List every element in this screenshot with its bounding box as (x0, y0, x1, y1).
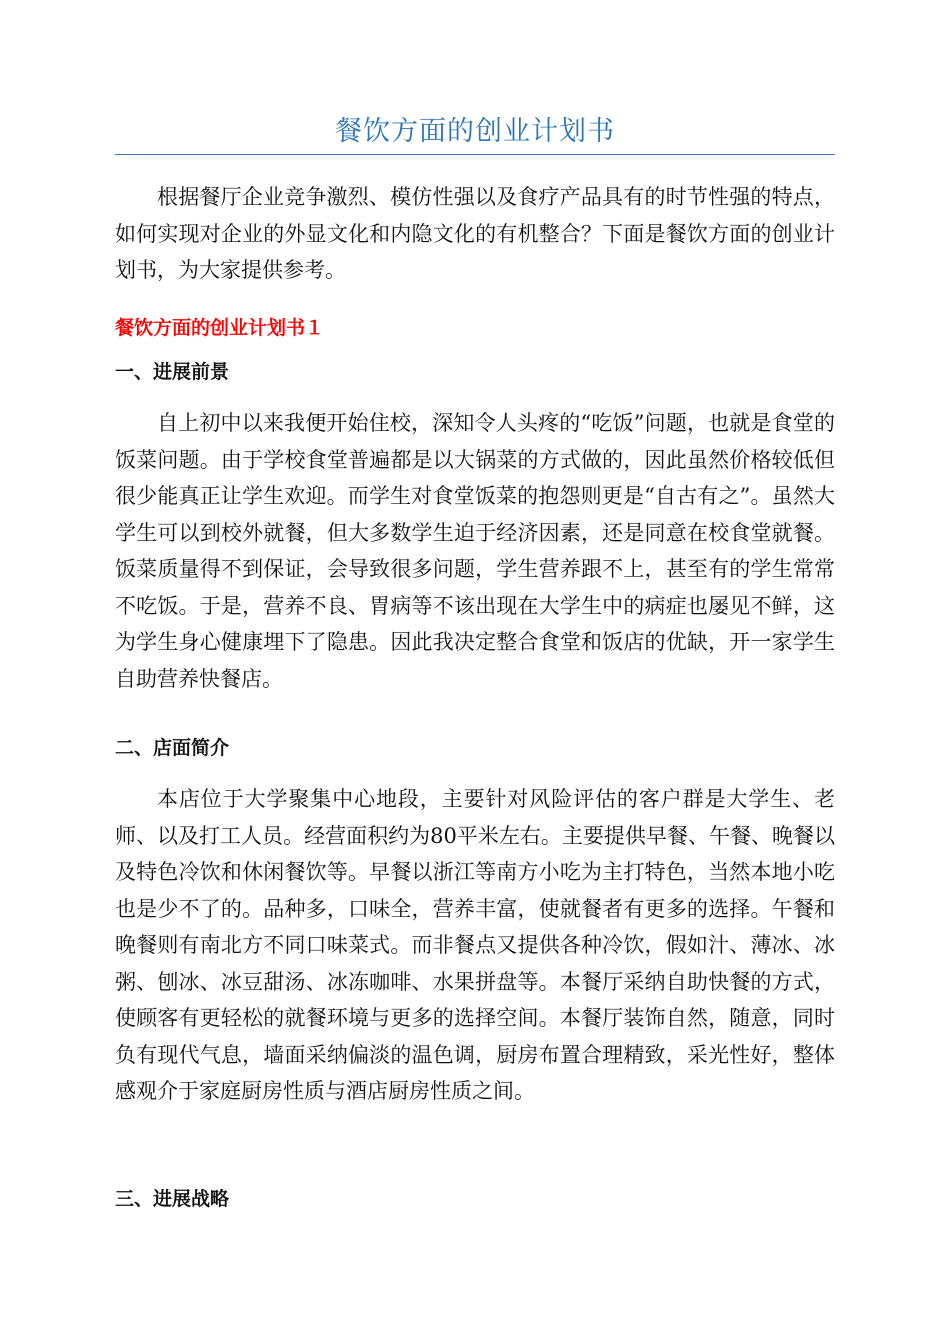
section-heading-store-intro: 二、店面简介 (115, 737, 230, 759)
section-heading-prospects: 一、进展前景 (115, 361, 230, 383)
title-underline (115, 154, 835, 155)
section-body-prospects: 自上初中以来我便开始住校，深知令人头疼的“吃饭”问题，也就是食堂的饭菜问题。由于学校食堂普遍都是以大锅菜的方式做的，因此虽然价格较低但很少能真正让学生欢迎。而学生对食堂饭菜的抱怨则更是“自古有之”。虽然大学生可以到校外就餐，但大多数学生迫于经济因素，还是同意在校食堂就餐。饭菜质量得不到保证，会导致很多问题，学生营养跟不上，甚至有的学生常常不吃饭。于是，营养不良、胃病等不该出现在大学生中的病症也屡见不鲜，这为学生身心健康埋下了隐患。因此我决定整合食堂和饭店的优缺，开一家学生自助营养快餐店。 (115, 411, 835, 691)
intro-paragraph: 根据餐厅企业竞争激烈、模仿性强以及食疗产品具有的时节性强的特点，如何实现对企业的外显文化和内隐文化的有机整合？下面是餐饮方面的创业计划书，为大家提供参考。 (115, 185, 835, 282)
section-heading-strategy: 三、进展战略 (115, 1188, 230, 1210)
document-title: 餐饮方面的创业计划书 (335, 116, 615, 147)
plan-subtitle: 餐饮方面的创业计划书１ (115, 317, 325, 339)
section-body-store-intro: 本店位于大学聚集中心地段，主要针对风险评估的客户群是大学生、老师、以及打工人员。经营面积约为80平米左右。主要提供早餐、午餐、晚餐以及特色冷饮和休闲餐饮等。早餐以浙江等南方小吃为主打特色，当然本地小吃也是少不了的。品种多，口味全，营养丰富，使就餐者有更多的选择。午餐和晚餐则有南北方不同口味菜式。而非餐点又提供各种冷饮，假如汁、薄冰、冰粥、刨冰、冰豆甜汤、冰冻咖啡、水果拼盘等。本餐厅采纳自助快餐的方式，使顾客有更轻松的就餐环境与更多的选择空间。本餐厅装饰自然，随意，同时负有现代气息，墙面采纳偏淡的温色调，厨房布置合理精致，采光性好，整体感观介于家庭厨房性质与酒店厨房性质之间。 (115, 787, 835, 1103)
